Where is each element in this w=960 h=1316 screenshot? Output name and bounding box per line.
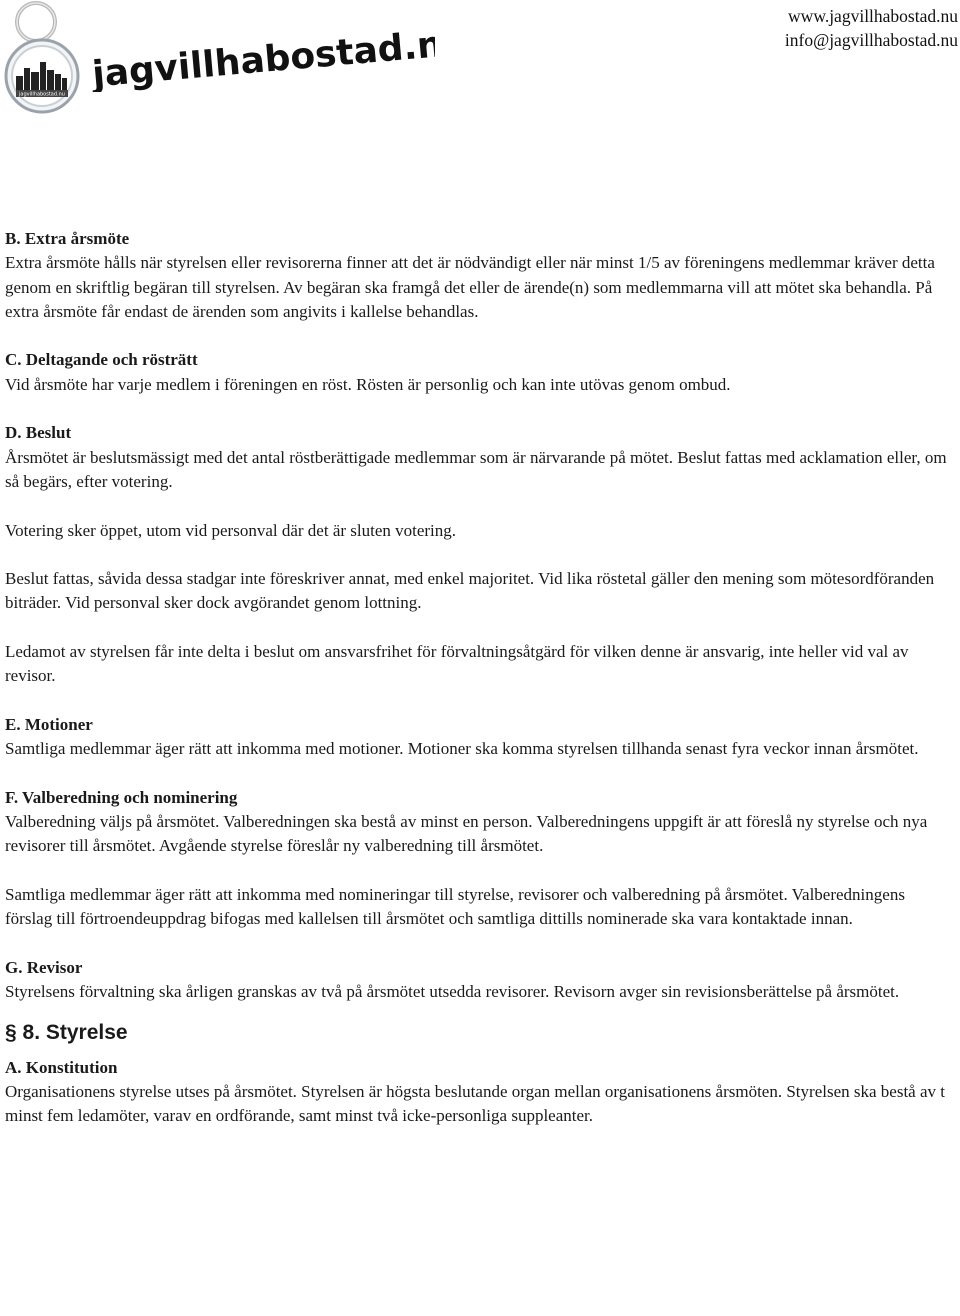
section-beslut <box>5 421 955 688</box>
contact-info <box>785 4 958 52</box>
section-paragraph: Votering sker öppet, utom vid personval där det är sluten votering. <box>5 520 457 540</box>
site-logo <box>90 22 435 96</box>
section-heading: C. Deltagande och rösträtt <box>5 350 198 370</box>
section-paragraph: Samtliga medlemmar äger rätt att inkomma med motioner. Motioner ska komma styrelsen tillhanda senast fyra veckor innan årsmötet. <box>5 739 919 759</box>
section-paragraph: Organisationens styrelse utses på årsmötet. Styrelsen är högsta beslutande organ mellan organisationens årsmöten. Styrelsen ska bestå av t minst fem ledamöter, varav en ordförande, samt minst två icke-personliga suppleanter. <box>5 1081 945 1126</box>
chapter-heading: § 8. Styrelse <box>5 1020 128 1044</box>
section-paragraph: Vid årsmöte har varje medlem i föreningen en röst. Rösten är personlig och kan inte utövas genom ombud. <box>5 374 731 394</box>
section-deltagande <box>5 348 955 397</box>
section-paragraph: Styrelsens förvaltning ska årligen granskas av två på årsmötet utsedda revisorer. Revisorn avger sin revisionsberättelse på årsmötet. <box>5 982 900 1002</box>
section-extra-arsmote <box>5 227 955 324</box>
section-paragraph: Extra årsmöte hålls när styrelsen eller revisorerna finner att det är nödvändigt eller när minst 1/5 av föreningens medlemmar kräver detta genom en skriftlig begäran till styrelsen. Av begäran ska framgå det eller de ärende(n) som medlemmarna vill att mötet ska behandla. På extra årsmöte får endast de ärenden som angivits i kallelse behandlas. <box>5 253 935 321</box>
section-paragraph: Beslut fattas, såvida dessa stadgar inte föreskriver annat, med enkel majoritet. Vid lika röstetal gäller den mening som mötesordföranden biträder. Vid personval sker dock avgörandet genom lottning. <box>5 569 935 613</box>
section-paragraph: Ledamot av styrelsen får inte delta i beslut om ansvarsfrihet för förvaltningsåtgärd för vilken denne är ansvarig, inte heller vid val av revisor. <box>5 642 909 686</box>
document-body <box>5 227 955 1128</box>
keychain-text: jagvillhabostad.nu <box>19 91 65 98</box>
section-motioner <box>5 713 955 762</box>
section-heading: G. Revisor <box>5 957 83 977</box>
website-link[interactable]: www.jagvillhabostad.nu <box>788 6 958 26</box>
section-heading: A. Konstitution <box>5 1057 118 1077</box>
section-heading: B. Extra årsmöte <box>5 229 130 248</box>
keychain-logo-icon <box>2 0 92 129</box>
email-link[interactable]: info@jagvillhabostad.nu <box>784 30 958 50</box>
logo-wordmark: jagvillhabostad.nu <box>90 22 435 92</box>
section-heading: E. Motioner <box>5 714 93 734</box>
section-valberedning <box>5 786 955 932</box>
section-paragraph: Årsmötet är beslutsmässigt med det antal röstberättigade medlemmar som är närvarande på mötet. Beslut fattas med acklamation eller, om så begärs, efter votering. <box>5 447 947 491</box>
section-paragraph: Samtliga medlemmar äger rätt att inkomma med nomineringar till styrelse, revisorer och valberedning på årsmötet. Valberedningens förslag till förtroendeuppdrag bifogas med kallelsen till årsmötet och samtliga dittills nominerade ska vara kontaktade innan. <box>5 885 905 929</box>
section-konstitution <box>5 1056 955 1129</box>
section-paragraph: Valberedning väljs på årsmötet. Valberedningen ska bestå av minst en person. Valberedningens uppgift är att föreslå ny styrelse och nya revisorer till årsmötet. Avgående styrelse föreslår ny valberedning till årsmötet. <box>5 812 928 856</box>
section-heading: D. Beslut <box>5 423 72 443</box>
page-header <box>0 0 960 130</box>
section-heading: F. Valberedning och nominering <box>5 787 238 807</box>
section-revisor <box>5 956 955 1005</box>
